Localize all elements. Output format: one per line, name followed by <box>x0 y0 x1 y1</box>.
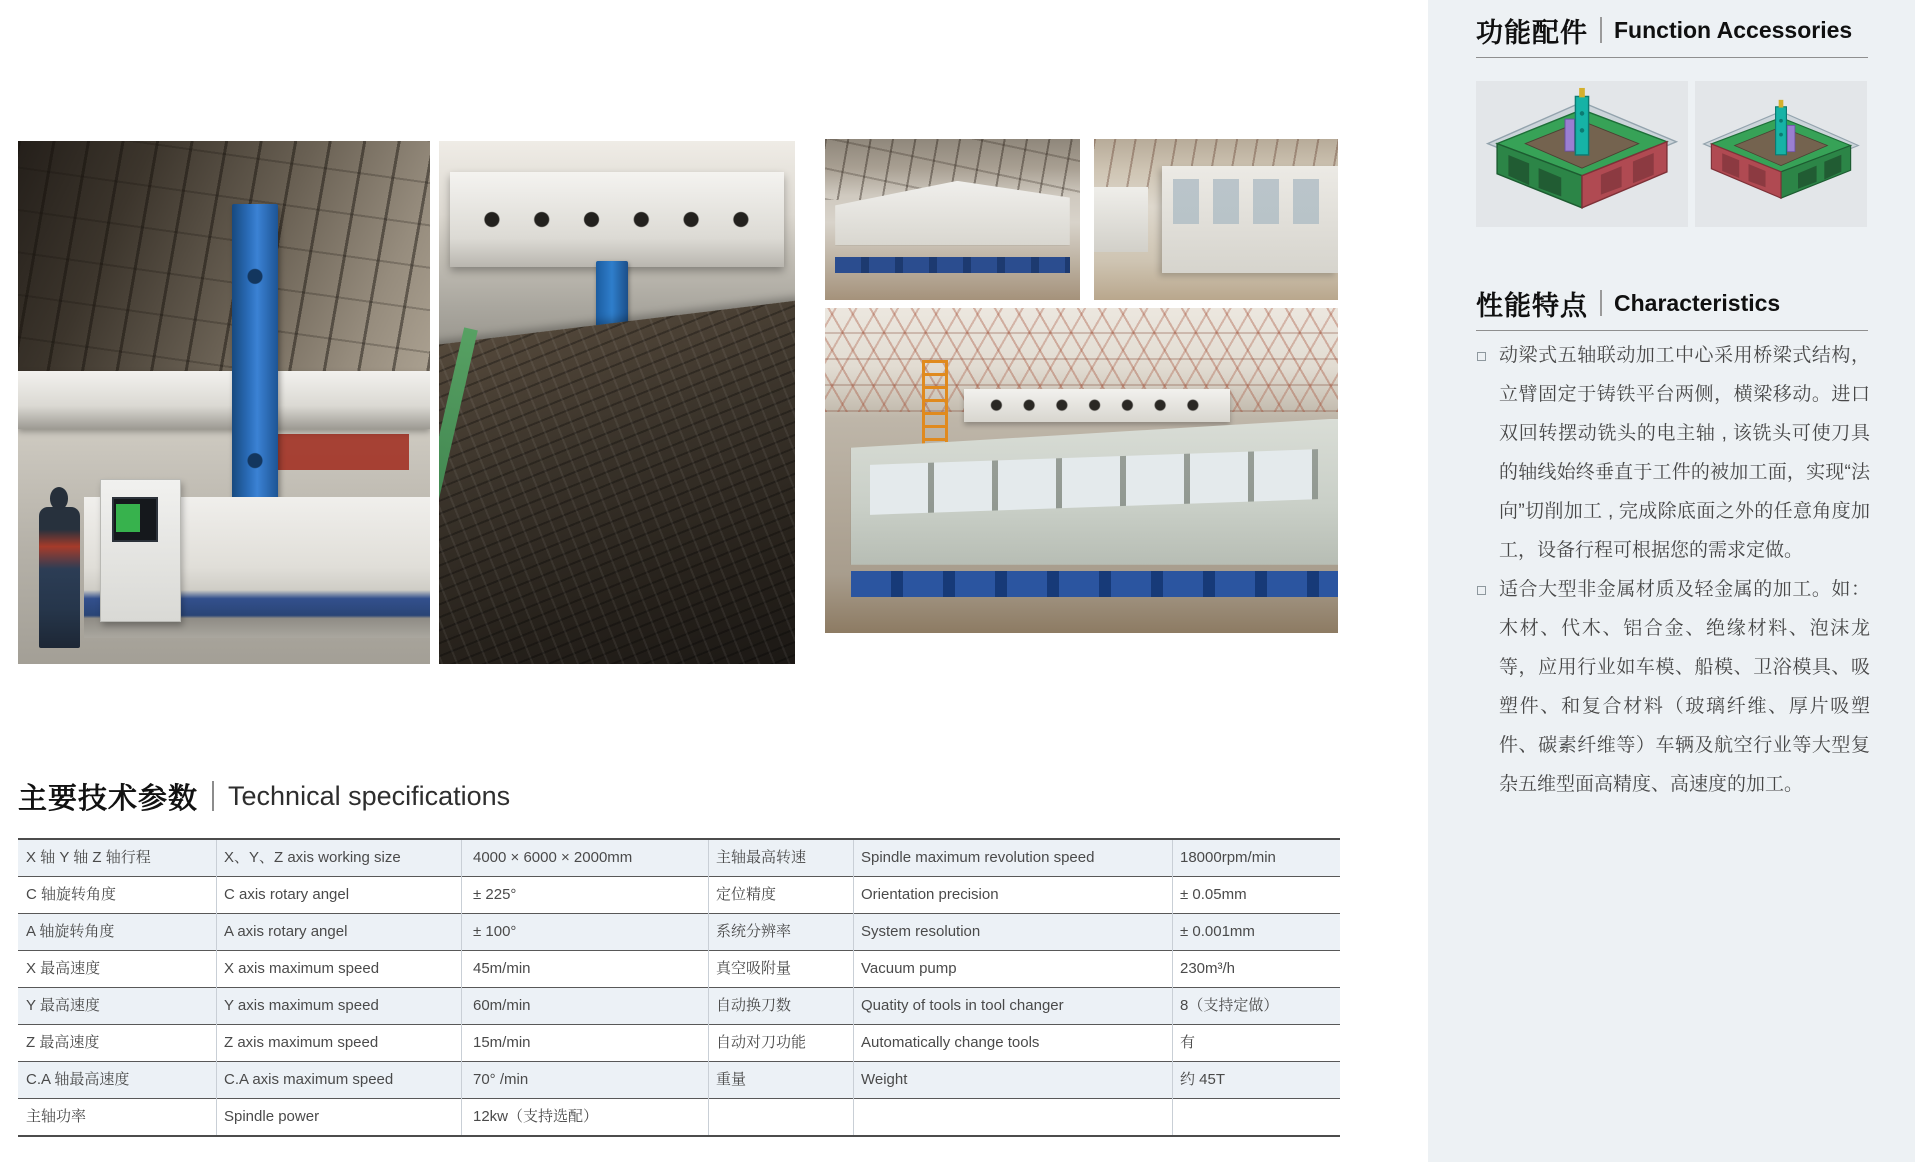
param-label-cn: 自动对刀功能 <box>716 1034 807 1051</box>
param-label-cn: 自动换刀数 <box>716 997 792 1014</box>
blue-base-decor <box>835 257 1070 273</box>
param-value: ± 0.05mm <box>1180 886 1247 903</box>
param-value: 45m/min <box>473 960 531 977</box>
gantry-crossbeam-decor <box>18 371 430 429</box>
param-label-cn: 定位精度 <box>716 886 777 903</box>
param-label-cn: 真空吸附量 <box>716 960 792 977</box>
characteristics-bullet: 适合大型非金属材质及轻金属的加工。如：木材、代木、铝合金、绝缘材料、泡沫龙等，应用行业如车模、船模、卫浴模具、吸塑件、和复合材料（玻璃纤维、厚片吸塑件、碳素纤维等）车辆及航空行业等大型复杂五维型面高精度、高速度的加工。 <box>1476 570 1870 804</box>
accessories-title-cn: 功能配件 <box>1476 17 1588 48</box>
vacuum-table-decor <box>439 300 795 664</box>
param-label-en: Automatically change tools <box>861 1034 1040 1051</box>
photo-workshop-assembly <box>825 139 1080 300</box>
control-cabinet-decor <box>100 479 180 622</box>
title-divider-bar <box>1600 17 1602 43</box>
param-value: 约 45T <box>1180 1071 1226 1088</box>
param-value: 60m/min <box>473 997 531 1014</box>
param-value: 18000rpm/min <box>1180 849 1276 866</box>
param-label-en: C axis rotary angel <box>224 886 350 903</box>
param-label-cn: X 轴 Y 轴 Z 轴行程 <box>26 849 151 866</box>
table-column-divider <box>216 840 217 1135</box>
param-label-cn: A 轴旋转角度 <box>26 923 115 940</box>
characteristics-list <box>1476 336 1870 804</box>
param-label-cn: Y 最高速度 <box>26 997 100 1014</box>
param-value: ± 0.001mm <box>1180 923 1255 940</box>
accessory-cad-image-1 <box>1476 81 1688 227</box>
param-label-en: Vacuum pump <box>861 960 957 977</box>
param-label-en: X、Y、Z axis working size <box>224 849 401 866</box>
param-label-cn: Z 最高速度 <box>26 1034 100 1051</box>
param-label-en: Y axis maximum speed <box>224 997 379 1014</box>
param-label-en: Z axis maximum speed <box>224 1034 379 1051</box>
param-value: 230m³/h <box>1180 960 1236 977</box>
param-label-cn: 系统分辨率 <box>716 923 792 940</box>
characteristics-section-title <box>1476 286 1780 320</box>
sidebar <box>1428 0 1915 1162</box>
table-column-divider <box>708 840 709 1135</box>
spec-section-title <box>18 777 510 815</box>
table-column-divider <box>1172 840 1173 1135</box>
param-label-en: System resolution <box>861 923 981 940</box>
cad-machine-render-icon <box>1699 85 1863 223</box>
characteristics-bullet: 动梁式五轴联动加工中心采用桥梁式结构，立臂固定于铸铁平台两侧，横梁移动。进口双回转摆动铣头的电主轴 , 该铣头可使刀具的轴线始终垂直于工件的被加工面，实现“法向”切削加工 , 完成除底面之外的任意角度加工，设备行程可根据您的需求定做。 <box>1476 336 1870 570</box>
table-column-divider <box>461 840 462 1135</box>
accessories-section-title <box>1476 13 1852 47</box>
photo-gantry-over-table <box>439 141 795 664</box>
accessory-cad-image-2 <box>1695 81 1867 227</box>
param-label-cn: C 轴旋转角度 <box>26 886 117 903</box>
param-label-en: C.A axis maximum speed <box>224 1071 394 1088</box>
param-value <box>1172 1099 1340 1135</box>
enclosure-wall-decor <box>1162 166 1338 272</box>
param-label-en: Weight <box>861 1071 908 1088</box>
param-value: 15m/min <box>473 1034 531 1051</box>
param-label-en: Quatity of tools in tool changer <box>861 997 1064 1014</box>
machine-fragment-decor <box>1094 187 1148 251</box>
photo-large-enclosure-machine <box>825 308 1338 633</box>
photo-machine-enclosure <box>1094 139 1338 300</box>
param-label-cn: 重量 <box>716 1071 747 1088</box>
title-divider-bar <box>212 781 214 811</box>
param-label-en: Orientation precision <box>861 886 999 903</box>
section-underline <box>1476 330 1868 331</box>
param-value: ± 100° <box>473 923 517 940</box>
param-value: ± 225° <box>473 886 517 903</box>
characteristics-title-en: Characteristics <box>1614 289 1781 316</box>
param-value: 12kw（支持选配） <box>473 1108 599 1125</box>
param-label-cn: X 最高速度 <box>26 960 101 977</box>
param-label-en: Spindle power <box>224 1108 320 1125</box>
param-label-cn: C.A 轴最高速度 <box>26 1071 130 1088</box>
param-value: 8（支持定做） <box>1180 997 1279 1014</box>
characteristics-title-cn: 性能特点 <box>1476 290 1588 321</box>
spec-title-cn: 主要技术参数 <box>18 782 199 815</box>
title-divider-bar <box>1600 290 1602 316</box>
accessories-title-en: Function Accessories <box>1614 16 1853 43</box>
param-label-en: A axis rotary angel <box>224 923 348 940</box>
param-label-cn: 主轴最高转速 <box>716 849 807 866</box>
param-value: 有 <box>1180 1034 1196 1051</box>
param-label-en: Spindle maximum revolution speed <box>861 849 1095 866</box>
table-column-divider <box>853 840 854 1135</box>
blue-z-column-decor <box>232 204 277 533</box>
param-label-cn: 主轴功率 <box>26 1108 87 1125</box>
cad-machine-render-icon <box>1482 85 1682 223</box>
beam-holes-decor <box>467 199 766 241</box>
param-label-en <box>853 1099 1172 1135</box>
section-underline <box>1476 57 1868 58</box>
spec-title-en: Technical specifications <box>228 780 511 811</box>
gantry-beam-decor <box>964 389 1231 422</box>
spec-table <box>18 838 1340 1137</box>
param-label-en: X axis maximum speed <box>224 960 380 977</box>
photo-machine-with-operator <box>18 141 430 664</box>
param-label-cn <box>708 1099 853 1135</box>
operator-figure-decor <box>39 507 80 648</box>
param-value: 70° /min <box>473 1071 529 1088</box>
param-value: 4000 × 6000 × 2000mm <box>473 849 633 866</box>
blue-base-decor <box>851 571 1338 597</box>
